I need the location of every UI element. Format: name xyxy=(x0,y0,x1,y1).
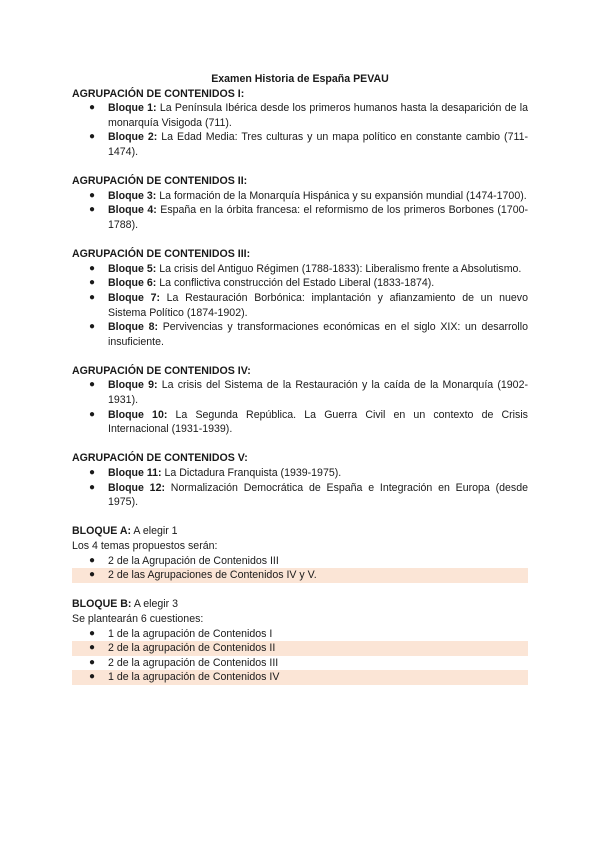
bullet-icon: ● xyxy=(89,379,96,391)
bloque-a-choose: A elegir 1 xyxy=(133,525,178,538)
list-item xyxy=(72,130,528,159)
list-item xyxy=(72,291,528,320)
block-text: La Segunda República. La Guerra Civil en un contexto de Crisis Internacional (1931-1939). xyxy=(108,408,528,436)
item-text: 2 de la Agrupación de Contenidos III xyxy=(108,554,279,567)
block-text: Pervivencias y transformaciones económicas en el siglo XIX: un desarrollo insuficiente. xyxy=(108,321,529,348)
document-page xyxy=(72,72,528,685)
group-heading: AGRUPACIÓN DE CONTENIDOS V: xyxy=(72,452,248,465)
block-label: Bloque 12: xyxy=(108,481,165,494)
block-label: Bloque 3: xyxy=(108,189,157,202)
item-text: 2 de la agrupación de Contenidos III xyxy=(108,656,279,669)
list-item xyxy=(72,466,528,481)
group-heading: AGRUPACIÓN DE CONTENIDOS IV: xyxy=(72,364,251,377)
list-item xyxy=(72,101,528,130)
bloque-a-heading xyxy=(72,524,528,539)
block-label: Bloque 6: xyxy=(108,277,157,290)
list-item xyxy=(72,276,528,291)
bloque-a-label: BLOQUE A: xyxy=(72,525,132,538)
bullet-icon: ● xyxy=(89,481,96,493)
block-label: Bloque 1: xyxy=(108,102,157,115)
bloque-b-choose: A elegir 3 xyxy=(133,598,178,611)
block-text: La Edad Media: Tres culturas y un mapa político en constante cambio (711-1474). xyxy=(108,131,528,158)
list-item xyxy=(72,378,528,407)
bloque-b-heading xyxy=(72,597,528,612)
list-item xyxy=(72,481,528,510)
bullet-icon: ● xyxy=(89,189,96,201)
bloque-b-section xyxy=(72,597,528,685)
block-list xyxy=(72,101,528,159)
block-list xyxy=(72,378,528,436)
list-item xyxy=(72,189,528,204)
block-label: Bloque 9: xyxy=(108,379,158,392)
group-heading: AGRUPACIÓN DE CONTENIDOS II: xyxy=(72,175,248,188)
block-list xyxy=(72,466,528,510)
bullet-icon: ● xyxy=(89,262,96,274)
item-text: 1 de la agrupación de Contenidos I xyxy=(108,627,273,640)
page-title: Examen Historia de España PEVAU xyxy=(211,73,389,85)
block-text: La conflictiva construcción del Estado Liberal (1833-1874). xyxy=(159,277,435,290)
group-heading: AGRUPACIÓN DE CONTENIDOS III: xyxy=(72,248,251,261)
bloque-a-list xyxy=(72,554,528,583)
group-heading: AGRUPACIÓN DE CONTENIDOS I: xyxy=(72,87,245,100)
content-groups xyxy=(72,87,528,525)
list-item xyxy=(72,408,528,437)
block-text: La crisis del Sistema de la Restauración y la caída de la Monarquía (1902-1931). xyxy=(108,379,528,407)
list-item xyxy=(72,641,528,656)
bloque-a-section xyxy=(72,524,528,582)
block-text: La formación de la Monarquía Hispánica y su expansión mundial (1474-1700). xyxy=(159,189,527,202)
block-list xyxy=(72,262,528,350)
block-text: La Península Ibérica desde los primeros humanos hasta la desaparición de la monarquía Visigoda (711). xyxy=(108,102,528,129)
bloque-a-intro: Los 4 temas propuestos serán: xyxy=(72,540,218,552)
block-text: La Dictadura Franquista (1939-1975). xyxy=(164,467,342,480)
item-text: 1 de la agrupación de Contenidos IV xyxy=(108,671,280,684)
bloque-b-label: BLOQUE B: xyxy=(72,598,132,611)
bullet-icon: ● xyxy=(89,277,96,289)
bullet-icon: ● xyxy=(89,627,96,639)
bloque-b-list xyxy=(72,627,528,685)
block-list xyxy=(72,189,528,233)
list-item xyxy=(72,670,528,685)
list-item xyxy=(72,262,528,277)
bullet-icon: ● xyxy=(89,408,96,420)
list-item xyxy=(72,320,528,349)
block-label: Bloque 4: xyxy=(108,204,157,217)
block-label: Bloque 5: xyxy=(108,262,157,275)
bullet-icon: ● xyxy=(89,291,96,303)
bullet-icon: ● xyxy=(89,569,96,581)
list-item xyxy=(72,656,528,671)
block-label: Bloque 11: xyxy=(108,467,162,480)
bullet-icon: ● xyxy=(89,321,96,333)
list-item xyxy=(72,554,528,569)
bullet-icon: ● xyxy=(89,131,96,143)
block-label: Bloque 2: xyxy=(108,131,158,144)
bullet-icon: ● xyxy=(89,102,96,114)
list-item xyxy=(72,627,528,642)
block-text: Normalización Democrática de España e Integración en Europa (desde 1975). xyxy=(108,481,529,509)
bloque-b-intro: Se plantearán 6 cuestiones: xyxy=(72,612,204,625)
bullet-icon: ● xyxy=(89,656,96,668)
item-text: 2 de las Agrupaciones de Contenidos IV y V. xyxy=(108,569,317,582)
bullet-icon: ● xyxy=(89,204,96,216)
block-label: Bloque 10: xyxy=(108,408,168,421)
block-label: Bloque 7: xyxy=(108,291,160,304)
bullet-icon: ● xyxy=(89,467,96,479)
item-text: 2 de la agrupación de Contenidos II xyxy=(108,642,276,655)
block-label: Bloque 8: xyxy=(108,321,158,334)
bullet-icon: ● xyxy=(89,642,96,654)
list-item xyxy=(72,203,528,232)
block-text: La Restauración Borbónica: implantación y afianzamiento de un nuevo Sistema Político (1874-1902). xyxy=(108,291,528,319)
block-text: La crisis del Antiguo Régimen (1788-1833): Liberalismo frente a Absolutismo. xyxy=(159,262,522,275)
bullet-icon: ● xyxy=(89,554,96,566)
list-item xyxy=(72,568,528,583)
block-text: España en la órbita francesa: el reformismo de los primeros Borbones (1700-1788). xyxy=(108,204,529,231)
bullet-icon: ● xyxy=(89,671,96,683)
